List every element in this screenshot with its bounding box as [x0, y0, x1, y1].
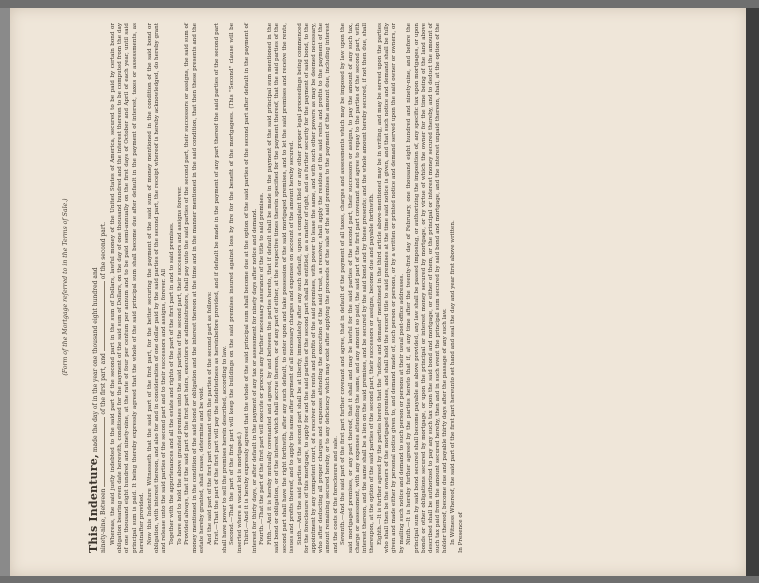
parties-line [99, 23, 107, 553]
in-witness-paragraph: In Witness Whereof, the said part of the first part hereunto set hand and seal the day and year first above written. [450, 220, 457, 545]
proviso-paragraph: Provided always, that if the said part of the first part heirs, executors or administrators, shall pay unto the said parties of the second part, their successors or assigns, the said sum of money mentioned in the condition of the said bond or obligation and the interest thereon at the time and in the manner mentioned in the said condition, that then these presents and the estate hereby granted, shall cease, determine and be void. [184, 23, 205, 553]
second-party-blank [99, 281, 105, 351]
clause-second: Second.—That the part of the first part will keep the buildings on the said premises insured against loss by fire for the benefit of the mortgagees. (This "Second" clause will be inserted where a vacant lot is mortgaged.) [229, 23, 243, 553]
clause-eighth: Eighth.—It is further agreed by the parties hereto that the "notice and demand" mentioned in the third article above-mentioned may be in writing, and may be served upon the parties who shall then be the owners of the mortgaged premises, and shall hold the record title to said premises at the time said notice is given, and that such notice and demand shall be fully given and made either by personal notice given to, and demand made of, such person or persons, or by a written or printed notice and demand served upon the said owner or owners, or by mailing such notice and demand to such person or persons at their usual post-office addresses. [377, 23, 405, 553]
clause-fourth: Fourth.—That the part of the first part will execute or procure any further necessary assurance of the title to said premises. [259, 192, 266, 545]
binding-edge [746, 8, 759, 576]
indenture-title: This Indenture, [87, 454, 100, 553]
clause-seventh: Seventh.—And the said part of the first part further covenant and agree, that in default of the payment of all taxes, charges and assessments which may be imposed by law upon the said mortgaged premises, or any part thereof, that it shall and may be lawful for the said parties of the second part, their successors or assigns, to pay the amount of any such tax, charge or assessment, with any expenses attending the same, and any amount so paid, the said part of the first part covenant and agree to repay to the parties of the second part, with interest thereon, and the same shall be a lien on the said premises, and be secured by the said bond and by these presents; and the whole amount hereby secured, if not then due, shall thereupon, at the option of the said parties of the second part, their successors or assigns, become due and payable forthwith. [340, 23, 376, 553]
rotated-mortgage-form [62, 17, 742, 557]
in-presence-of-label: In Presence of [458, 512, 465, 553]
between-label: ninety-nine, Between [100, 488, 108, 553]
habendum-paragraph: To have and to hold the above granted premises unto the said parties of the second part, their successors and assigns forever. [176, 186, 183, 545]
indenture-heading [87, 23, 108, 553]
whereas-paragraph: Whereas, the said justly indebted to the said part of the second part in the sum of Dollars, lawful money of the United States of America, secured to be paid by certain bond or obligation bearing even date herewith, conditioned for the payment of the said sum of Dollars, on the day of one thousand hundred and the interest thereon to be computed from the day of one thousand eight hundred and ninety-nine, at the rate of four per centum per annum and to be paid semi-annually on the first days of October and April of each year, until said principal sum is paid. It being thereby expressly agreed that the whole of the said principal sum shall become due after default in the payment of interest, taxes or assessments, as hereinafter provided. [110, 23, 145, 553]
first-part-label: of the first part, and [100, 353, 108, 415]
page-gutter [0, 8, 10, 576]
witnesseth-paragraph: Now this Indenture Witnesseth that the said part of the first part, for the better securing the payment of the said sum of money mentioned in the condition of the said bond or obligation, with interest thereon, and also for and in consideration of one dollar paid by the said parties of the second part, the receipt whereof is hereby acknowledged, do hereby grant and release unto the said parties of the second part and to their successors and assigns, forever. All [146, 23, 168, 553]
together-paragraph: Together with the appurtenances and all the estate and rights of the part of the first part in and to said premises. [168, 222, 175, 545]
mortgage-body [110, 23, 466, 553]
covenant-intro-paragraph: And the said part of the first part covenant with the parties of the second part as follows: [206, 291, 213, 545]
clause-first: First.—That the part of the first part will pay the indebtedness as hereinbefore provided, and if default be made in the payment of any part thereof the said parties of the second part shall have power to sell the premises herein described, according to law. [214, 23, 228, 553]
clause-sixth: Sixth.—And the said parties of the second part shall be at liberty, immediately after any such default, upon a complaint filed or any other proper legal proceedings being commenced for the foreclosure of this mortgage, to apply for and the said parties of the second part shall be entitled, as a matter of right, and as further security for the payment of said bond, to the appointment by any competent court, of a receiver of the rents and profits of the said premises, with power to lease the same, and with such other powers as may be deemed necessary, who after deducting all proper charges and expenses attending the execution of the said trust, as receiver, shall apply the residue of the said rents and profits to the payment of the amount remaining secured hereby, or to any deficiency which may exist after applying the proceeds of the sale of the said premises to the payment of the amount due, including interest and the costs of the foreclosure and sale. [296, 23, 339, 553]
indenture-opening-line: made the day of in the year one thousand eight hundred and [92, 267, 99, 453]
clause-ninth: Ninth.—It is hereby further agreed by the parties hereto that if, at any time after the twenty-first day of February, one thousand eight hundred and ninety-nine, and before the principal sum by said bond secured shall become payable as above provided, any law shall be passed imposing, or authorizing the imposition of, any specific tax upon mortgages, or upon bonds or other obligations secured by mortgage, or upon the principal or interest money secured by mortgage, or by virtue of which the owner for the time being of the land above described shall be authorized to pay any such tax upon the said bond and mortgage, or either of them, or the principal or interest money secured thereby, and to deduct the amount of such tax paid from the amount secured hereby, then and in such event the principal sum secured by said bond and mortgage, and the interest unpaid thereon, shall, at the option of the holder thereof, become due and payable thirty days after the passage of any such law. [406, 23, 449, 553]
first-party-blank [99, 417, 105, 487]
clause-third: Third.—And it is hereby expressly agreed that the whole of the said principal sum shall become due at the option of the said parties of the second part after default in the payment of interest for thirty days, or after default in the payment of any tax or assessment for ninety days after notice and demand. [244, 23, 258, 553]
clause-fifth: Fifth.—And it is hereby mutually covenanted and agreed, by and between the parties hereto, that if default shall be made in the payment of the said principal sum mentioned in the said bond or obligation, or of the interest which shall accrue thereon, or of any part of either, at the respective times therein specified for the payment thereof, that the said parties of the second part shall have the right forthwith, after any such default, to enter upon and take possession of the said mortgaged premises, and to let the said premises and receive the rents, issues and profits thereof, and to apply the same after payment of all necessary charges and expenses on account of the amount hereby secured. [267, 23, 295, 553]
second-part-label: of the second part. [100, 221, 108, 280]
form-caption: (Form of the Mortgage referred to in the Terms of Sale.) [62, 198, 69, 376]
